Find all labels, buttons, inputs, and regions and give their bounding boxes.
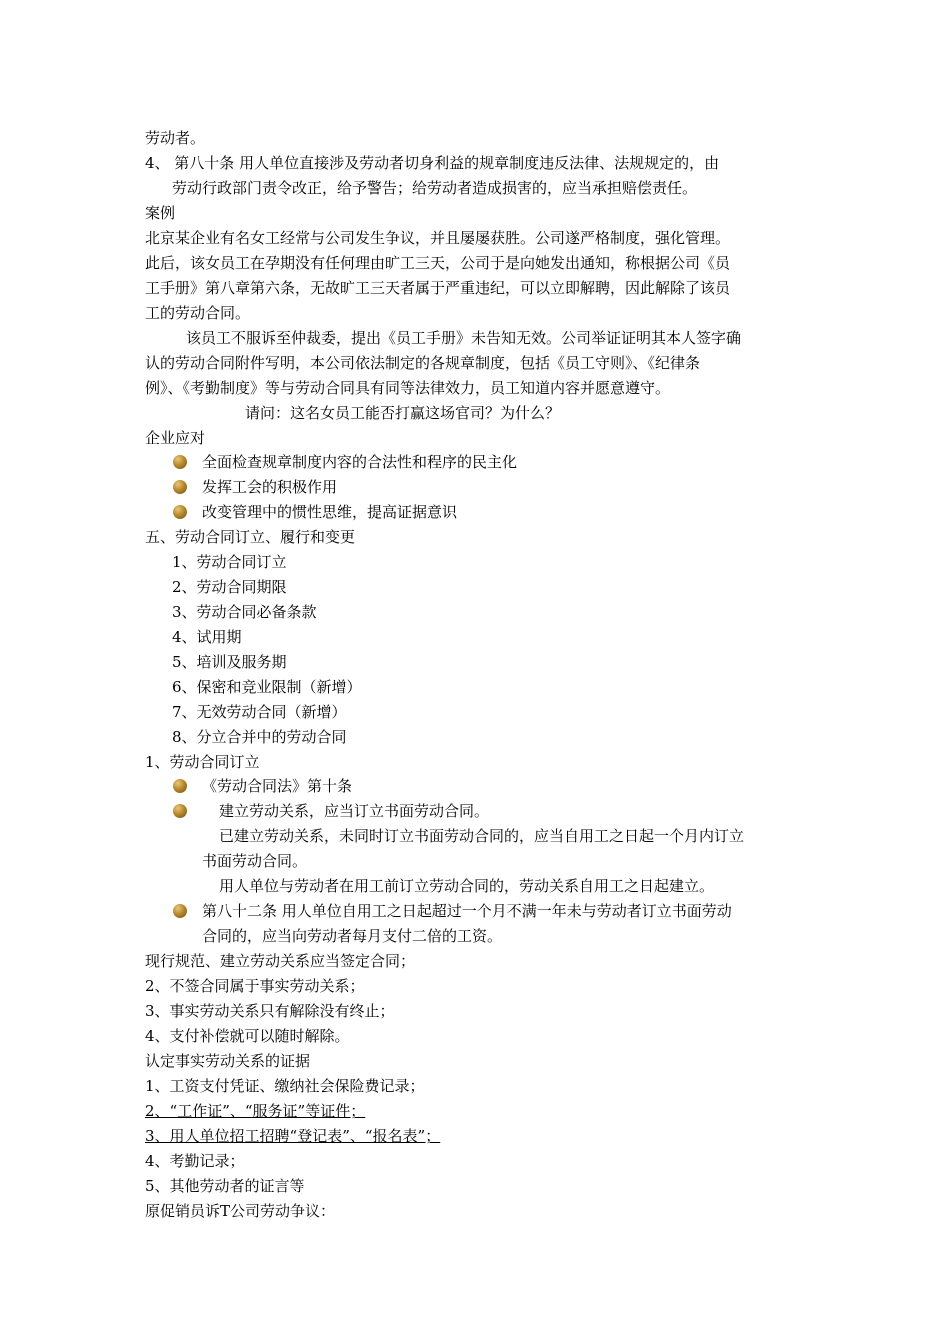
article-82-line-2: 合同的，应当向劳动者每月支付二倍的工资。: [202, 927, 503, 945]
section-5-item: 1、劳动合同订立: [172, 553, 287, 571]
section-5-item: 4、试用期: [172, 628, 242, 646]
evidence-item: 3、用人单位招工招聘“登记表”、“报名表”；: [145, 1127, 441, 1145]
case-paragraph-2-line: 例》、《考勤制度》等与劳动合同具有同等法律效力，员工知道内容并愿意遵守。: [145, 379, 671, 397]
evidence-item: 5、其他劳动者的证言等: [145, 1177, 305, 1195]
section-5-heading: 五、劳动合同订立、履行和变更: [145, 528, 356, 546]
case-paragraph-2-line: 该员工不服诉至仲裁委，提出《员工手册》未告知无效。公司举证证明其本人签字确: [186, 329, 742, 347]
article-80-line-1: 4、 第八十条 用人单位直接涉及劳动者切身利益的规章制度违反法律、法规规定的，由: [145, 154, 720, 172]
case-heading: 案例: [145, 204, 176, 222]
evidence-item: 2、“工作证”、“服务证”等证件；: [145, 1102, 366, 1120]
bullet-icon: [173, 804, 187, 818]
article-82-line-1: 第八十二条 用人单位自用工之日起超过一个月不满一年未与劳动者订立书面劳动: [202, 902, 732, 920]
response-heading: 企业应对: [145, 429, 206, 447]
norm-line: 2、不签合同属于事实劳动关系；: [145, 977, 365, 995]
next-case-heading: 原促销员诉T公司劳动争议：: [145, 1202, 336, 1220]
norm-line: 现行规范、建立劳动关系应当签定合同；: [145, 952, 416, 970]
response-item: 改变管理中的惯性思维，提高证据意识: [202, 503, 458, 521]
case-paragraph-1-line: 工手册》第八章第六条，无故旷工三天者属于严重违纪，可以立即解聘，因此解除了该员: [145, 279, 731, 297]
bullet-icon: [173, 480, 187, 494]
case-paragraph-1-line: 此后，该女员工在孕期没有任何理由旷工三天，公司于是向她发出通知，称根据公司《员: [145, 254, 731, 272]
evidence-heading: 认定事实劳动关系的证据: [145, 1052, 311, 1070]
bullet-icon: [173, 455, 187, 469]
response-item: 全面检查规章制度内容的合法性和程序的民主化: [202, 453, 518, 471]
evidence-item: 1、工资支付凭证、缴纳社会保险费记录；: [145, 1077, 425, 1095]
case-paragraph-2-line: 认的劳动合同附件写明，本公司依法制定的各规章制度，包括《员工守则》、《纪律条: [145, 354, 701, 372]
section-5-item: 5、培训及服务期: [172, 653, 287, 671]
continuation-line: 劳动者。: [145, 129, 206, 147]
section-5-item: 3、劳动合同必备条款: [172, 603, 317, 621]
bullet-icon: [173, 505, 187, 519]
case-question: 请问：这名女员工能否打赢这场官司？为什么？: [245, 404, 561, 422]
norm-line: 3、事实劳动关系只有解除没有终止；: [145, 1002, 395, 1020]
bullet-icon: [173, 779, 187, 793]
case-paragraph-1-line: 工的劳动合同。: [145, 304, 251, 322]
case-paragraph-1-line: 北京某企业有名女工经常与公司发生争议，并且屡屡获胜。公司遂严格制度，强化管理。: [145, 229, 731, 247]
bullet-icon: [173, 904, 187, 918]
response-item: 发挥工会的积极作用: [202, 478, 338, 496]
section-5-item: 6、保密和竞业限制（新增）: [172, 678, 362, 696]
article-10-para-1-line-2: 书面劳动合同。: [202, 852, 308, 870]
subsection-1-heading: 1、劳动合同订立: [145, 753, 260, 771]
section-5-item: 2、劳动合同期限: [172, 578, 287, 596]
section-5-item: 8、分立合并中的劳动合同: [172, 728, 347, 746]
norm-line: 4、支付补偿就可以随时解除。: [145, 1027, 350, 1045]
article-10-para-1-line-1: 已建立劳动关系，未同时订立书面劳动合同的，应当自用工之日起一个月内订立: [219, 827, 745, 845]
article-80-line-2: 劳动行政部门责令改正，给予警告；给劳动者造成损害的，应当承担赔偿责任。: [172, 179, 698, 197]
article-10-text: 建立劳动关系，应当订立书面劳动合同。: [219, 802, 490, 820]
evidence-item: 4、考勤记录；: [145, 1152, 245, 1170]
article-10-para-2: 用人单位与劳动者在用工前订立劳动合同的，劳动关系自用工之日起建立。: [219, 877, 715, 895]
section-5-item: 7、无效劳动合同（新增）: [172, 703, 347, 721]
law-article-10: 《劳动合同法》第十条: [202, 777, 353, 795]
